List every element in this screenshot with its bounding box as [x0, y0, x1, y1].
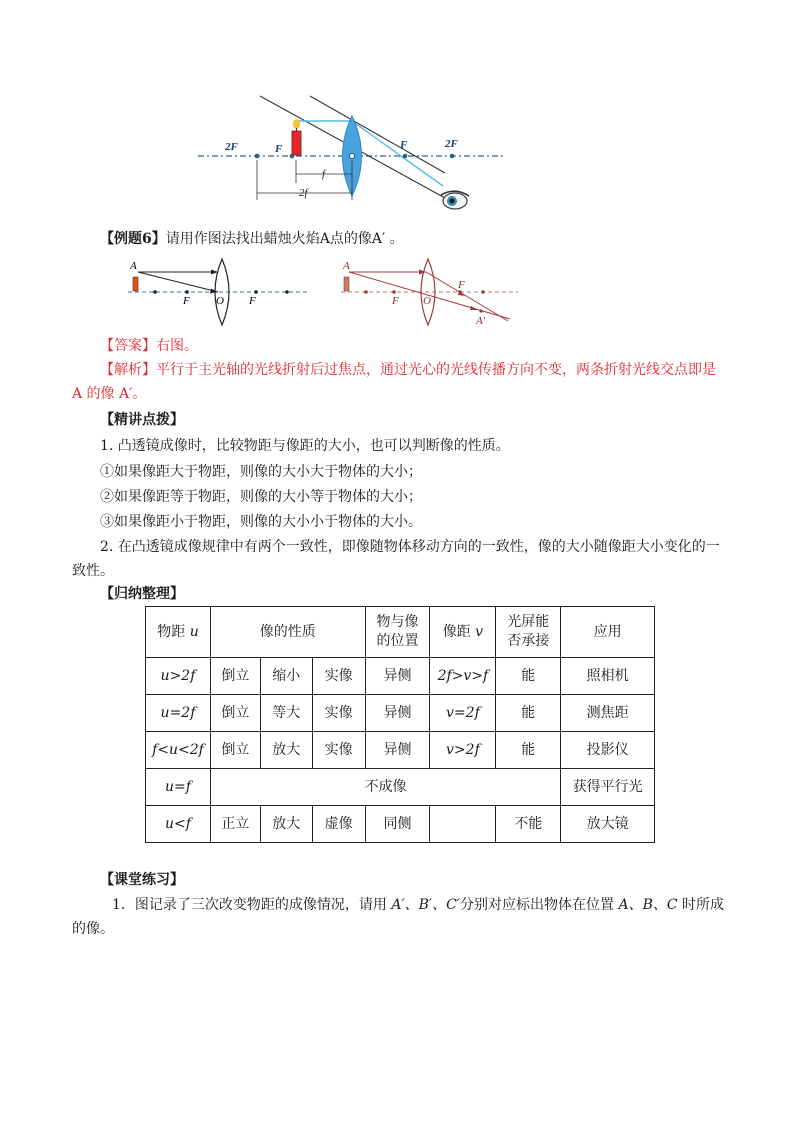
cell-app: 照相机: [561, 658, 655, 695]
cell-pos: 异侧: [365, 732, 430, 769]
cell-size: 缩小: [260, 658, 312, 695]
cell-pos: 异侧: [365, 658, 430, 695]
header-position: 物与像 的位置: [365, 607, 430, 658]
label-f1: F: [183, 295, 190, 307]
cell-screen: 能: [496, 695, 561, 732]
label-a: A: [343, 260, 350, 272]
cell-orient: 正立: [210, 806, 260, 843]
table-row: [146, 769, 655, 806]
label-o: O: [423, 295, 431, 307]
cell-app: 投影仪: [561, 732, 655, 769]
cell-app: 放大镜: [561, 806, 655, 843]
label-f2: F: [249, 295, 256, 307]
lens-diagram-top: [195, 88, 515, 218]
candle: [344, 277, 349, 291]
label-o: O: [216, 295, 224, 307]
label-f-left: F: [275, 143, 283, 155]
cell-u: u<f: [146, 806, 211, 843]
cell-size: 等大: [260, 695, 312, 732]
cell-size: 放大: [260, 732, 312, 769]
cell-u: f<u<2f: [146, 732, 211, 769]
tips-p2-line-2: 致性。: [72, 563, 114, 579]
label-2f-dim: 2f: [299, 187, 308, 199]
table-row: [146, 658, 655, 695]
cell-orient: 倒立: [210, 732, 260, 769]
analysis-tag: 【解析】: [100, 362, 156, 378]
summary-table: [145, 606, 655, 843]
table-row: [146, 806, 655, 843]
header-object-distance: 物距 u: [146, 607, 211, 658]
cell-v: 2f>v>f: [430, 658, 496, 695]
example-tag: 【例题6】: [100, 231, 166, 247]
practice-line-1: 1．图记录了三次改变物距的成像情况，请用 A′、B′、C′分别对应标出物体在位置 A、B、C 时所成: [112, 897, 725, 913]
lens-diagram-left: [125, 255, 315, 330]
analysis-line-1: [100, 360, 716, 380]
table-row: [146, 695, 655, 732]
cell-screen: 不能: [496, 806, 561, 843]
eye-icon: [441, 191, 469, 209]
tips-p1c: ③如果像距小于物距，则像的大小小于物体的大小。: [100, 514, 422, 530]
cell-u: u=f: [146, 769, 211, 806]
candle-flame: [293, 119, 300, 129]
cell-pos: 同侧: [365, 806, 430, 843]
label-a-prime: A′: [476, 315, 486, 327]
label-f2: F: [458, 279, 465, 291]
cell-v: v>2f: [430, 732, 496, 769]
tips-p1: 1. 凸透镜成像时，比较物距与像距的大小，也可以判断像的性质。: [100, 438, 510, 454]
label-2f-left: 2F: [225, 141, 238, 153]
table-header-row: [146, 607, 655, 658]
tips-p2-line-1: 2. 在凸透镜成像规律中有两个一致性，即像随物体移动方向的一致性，像的大小随像距大小变化的一: [100, 539, 720, 555]
cell-u: u>2f: [146, 658, 211, 695]
candle: [292, 131, 301, 155]
answer-text: 右图。: [156, 338, 198, 354]
header-application: 应用: [561, 607, 655, 658]
refracted-ray: [352, 121, 443, 186]
example-text: 请用作图法找出蜡烛火焰A点的像A′ 。: [165, 231, 404, 247]
practice-line-2: 的像。: [72, 921, 114, 937]
label-f-dim: f: [322, 168, 326, 180]
candle: [133, 277, 138, 291]
tips-p1b: ②如果像距等于物距，则像的大小等于物体的大小；: [100, 489, 422, 505]
practice-heading: 【课堂练习】: [100, 872, 184, 888]
cell-no-image: 不成像: [210, 769, 560, 806]
cell-size: 放大: [260, 806, 312, 843]
cell-app: 测焦距: [561, 695, 655, 732]
header-screen: 光屏能 否承接: [496, 607, 561, 658]
cell-app: 获得平行光: [561, 769, 655, 806]
cell-kind: 实像: [312, 732, 365, 769]
header-image-distance: 像距 v: [430, 607, 496, 658]
answer: [100, 336, 198, 356]
analysis-line-2: A 的像 A′。: [72, 386, 147, 402]
header-image-nature: 像的性质: [210, 607, 365, 658]
cell-screen: 能: [496, 658, 561, 695]
label-f-right: F: [400, 139, 408, 151]
cell-kind: 实像: [312, 658, 365, 695]
cell-orient: 倒立: [210, 695, 260, 732]
tips-p1a: ①如果像距大于物距，则像的大小大于物体的大小；: [100, 464, 422, 480]
cell-pos: 异侧: [365, 695, 430, 732]
cell-orient: 倒立: [210, 658, 260, 695]
tips-heading: 【精讲点拨】: [100, 412, 184, 428]
cell-v: [430, 806, 496, 843]
table-row: [146, 732, 655, 769]
cell-kind: 虚像: [312, 806, 365, 843]
label-2f-right: 2F: [445, 138, 458, 150]
cell-kind: 实像: [312, 695, 365, 732]
label-a: A: [130, 260, 137, 272]
label-f1: F: [392, 295, 399, 307]
example-6: [100, 229, 404, 249]
answer-tag: 【答案】: [100, 338, 156, 354]
analysis-text: 平行于主光轴的光线折射后过焦点，通过光心的光线传播方向不变，两条折射光线交点即是: [156, 362, 716, 378]
lens-diagram-right: [338, 255, 523, 330]
cell-v: v=2f: [430, 695, 496, 732]
summary-heading: 【归纳整理】: [100, 586, 184, 602]
cell-u: u=2f: [146, 695, 211, 732]
cell-screen: 能: [496, 732, 561, 769]
